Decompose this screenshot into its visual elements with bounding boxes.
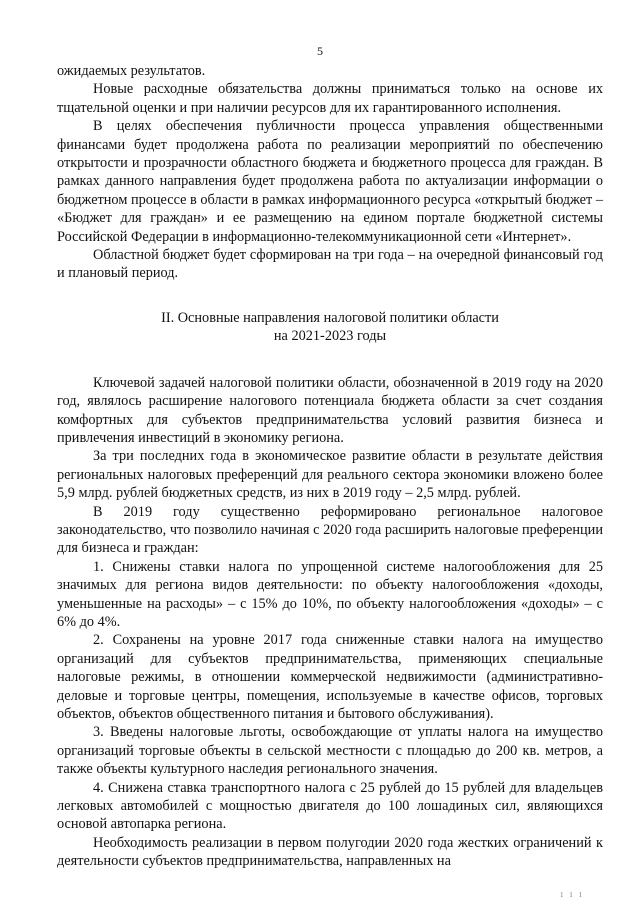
- intro-paragraph-4: Областной бюджет будет сформирован на три года – на очередной финансовый год и плановый период.: [57, 247, 603, 282]
- list-item-2: 2. Сохранены на уровне 2017 года сниженные ставки налога на имущество организаций для субъектов предпринимательства, применяющих специальные налоговые режимы, в отношении коммерческой недвижимости (административно-деловые и торговые центры, помещения, используемые в качестве офисов, торговых объектов, объектов общественного питания и бытового обслуживания).: [57, 632, 603, 722]
- section-paragraph-3: В 2019 году существенно реформировано региональное налоговое законодательство, что позволило начиная с 2020 года расширить налоговые преференции для бизнеса и граждан:: [57, 503, 603, 557]
- section-heading-line-2: на 2021-2023 годы: [273, 328, 387, 345]
- section-paragraph-2: За три последних года в экономическое развитие области в результате действия региональных налоговых преференций для реального сектора экономики вложено более 5,9 млрд. рублей бюджетных средств, из них в 2019 году – 2,5 млрд. рублей.: [57, 448, 603, 502]
- footer-mark: 1 1 1: [560, 891, 584, 899]
- document-body: [57, 62, 603, 871]
- list-item-4: 4. Снижена ставка транспортного налога с 25 рублей до 15 рублей для владельцев легковых автомобилей с мощностью двигателя до 100 лошадиных сил, являющихся основой автопарка региона.: [57, 779, 603, 833]
- section-heading: [57, 309, 603, 346]
- page-number: 5: [317, 44, 323, 58]
- list-item-3: 3. Введены налоговые льготы, освобождающие от уплаты налога на имущество организаций торговые объекты в сельской местности с площадью до 200 кв. метров, а также объекты культурного наследия регионального значения.: [57, 724, 603, 778]
- intro-paragraph-2: Новые расходные обязательства должны приниматься только на основе их тщательной оценки и при наличии ресурсов для их гарантированного исполнения.: [57, 81, 603, 116]
- intro-paragraph-3: В целях обеспечения публичности процесса управления общественными финансами будет продолжена работа по реализации мероприятий по обеспечению открытости и прозрачности областного бюджета и бюджетного процесса для граждан. В рамках данного направления будет продолжена работа по актуализации информации о бюджетном процессе в области в рамках информационного ресурса «открытый бюджет – «Бюджет для граждан» и ее размещению на едином портале бюджетной системы Российской Федерации в информационно-телекоммуникационной сети «Интернет».: [57, 118, 603, 245]
- intro-paragraph-1: ожидаемых результатов.: [57, 63, 206, 79]
- list-item-1: 1. Снижены ставки налога по упрощенной системе налогообложения для 25 значимых для региона видов деятельности: по объекту налогообложения «доходы, уменьшенные на расходы» – с 15% до 10%, по объекту налогообложения «доходы» – с 6% до 4%.: [57, 558, 603, 630]
- section-paragraph-last: Необходимость реализации в первом полугодии 2020 года жестких ограничений к деятельности субъектов предпринимательства, направленных на: [57, 834, 603, 870]
- section-heading-line-1: II. Основные направления налоговой политики области: [161, 309, 499, 326]
- section-paragraph-1: Ключевой задачей налоговой политики области, обозначенной в 2019 году на 2020 год, являлось расширение налогового потенциала бюджета области за счет создания комфортных для субъектов предпринимательства условий развития бизнеса и привлечения инвестиций в экономику региона.: [57, 374, 603, 446]
